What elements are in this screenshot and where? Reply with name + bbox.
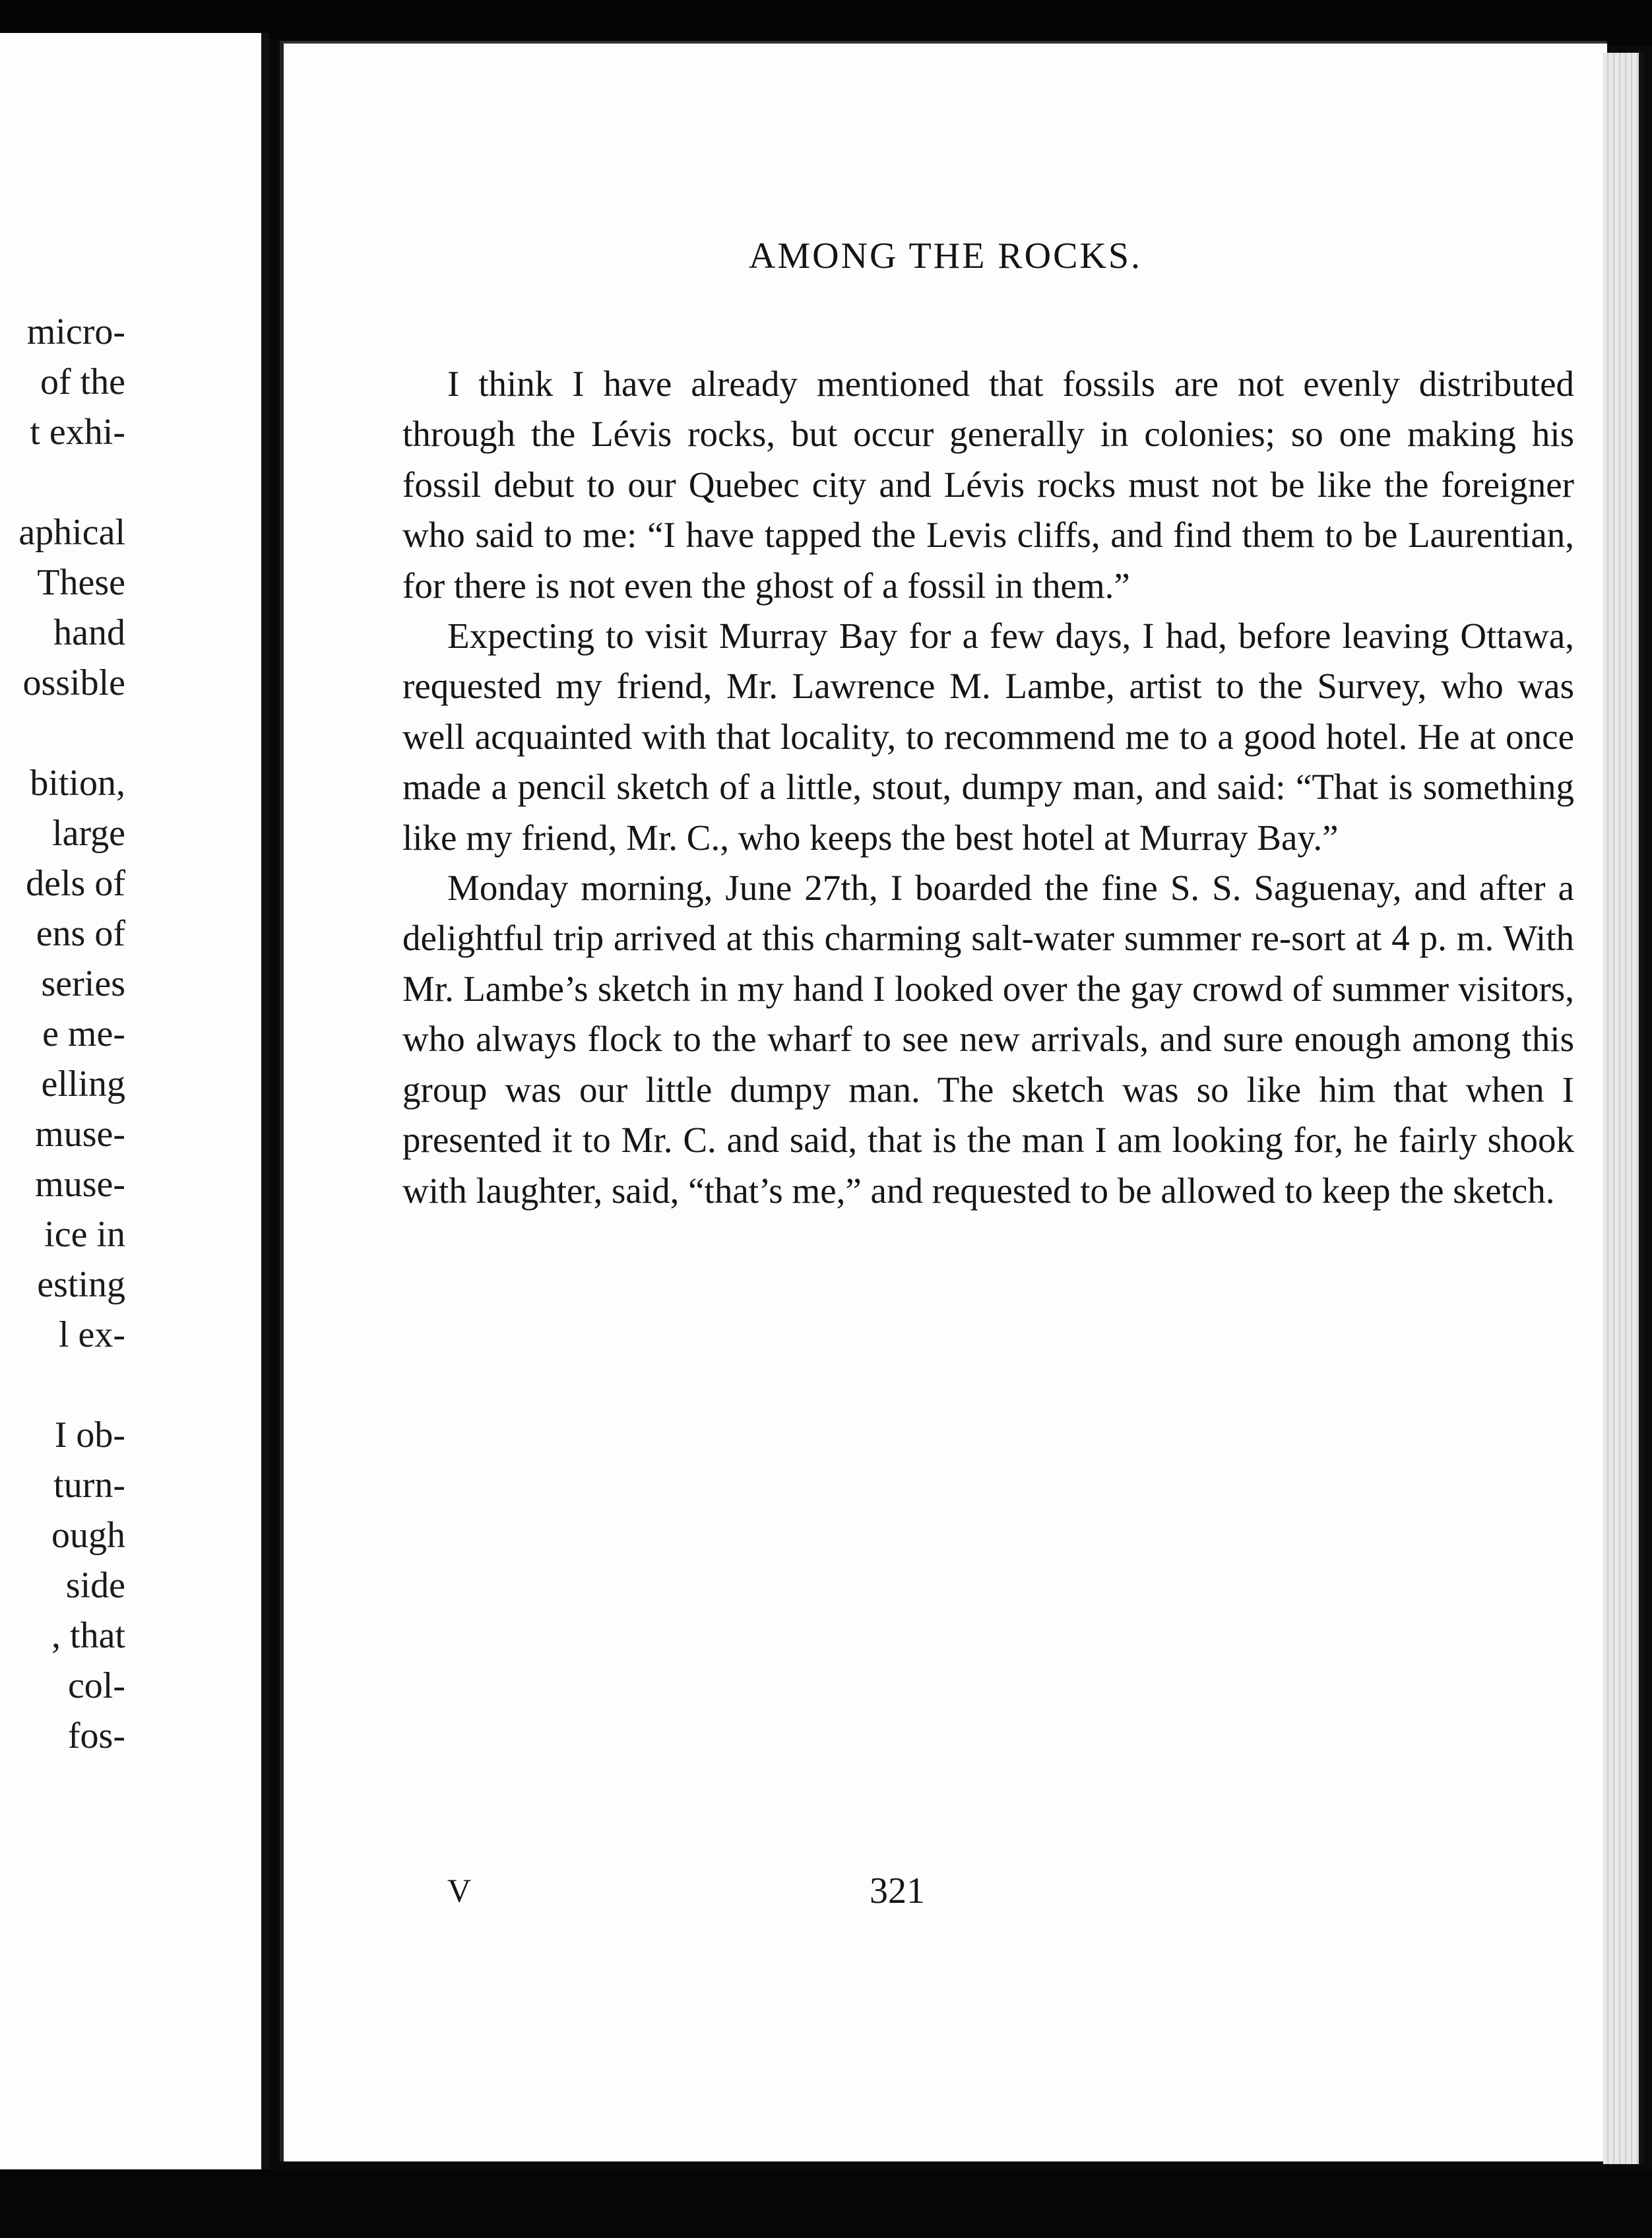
previous-page-line: bition, [30, 763, 125, 804]
previous-page-fragment [0, 33, 269, 2177]
signature-mark: V [447, 1872, 472, 1909]
running-head: AMONG THE ROCKS. [748, 236, 1143, 276]
previous-page-line: hand [53, 612, 125, 653]
paragraph: I think I have already mentioned that fossils are not evenly distributed through the Lévis rocks, but occur generally in colonies; so one making his fossil debut to our Quebec city and Lévis rocks must not be like the foreigner who said to me: “I have tapped the Levis cliffs, and find them to be Laurentian, for there is not even the ghost of a fossil in them.” [402, 364, 1574, 606]
page-number: 321 [870, 1870, 925, 1911]
previous-page-line: large [52, 813, 125, 854]
previous-page-line: muse- [35, 1114, 125, 1155]
scan-bottom-edge [0, 2169, 1652, 2238]
previous-page-line: series [41, 963, 125, 1004]
body-text [402, 359, 1574, 1216]
previous-page-line: I ob- [54, 1415, 125, 1455]
previous-page-line: of the [40, 362, 125, 402]
previous-page-line: l ex- [58, 1314, 125, 1355]
previous-page-text [0, 307, 125, 1761]
previous-page-line: These [37, 562, 125, 603]
paragraph: Expecting to visit Murray Bay for a few days, I had, before leaving Ottawa, requested my friend, Mr. Lawrence M. Lambe, artist to the Survey, who was well acquainted with that locality, to recommend me to a good hotel. He at once made a pencil sketch of a little, stout, dumpy man, and said: “That is something like my friend, Mr. C., who keeps the best hotel at Murray Bay.” [402, 616, 1574, 858]
paragraph: Monday morning, June 27th, I boarded the fine S. S. Saguenay, and after a delightful trip arrived at this charming salt-water summer re-sort at 4 p. m. With Mr. Lambe’s sketch in my hand I looked over the gay crowd of summer visitors, who always flock to the wharf to see new arrivals, and sure enough among this group was our little dumpy man. The sketch was so like him that when I presented it to Mr. C. and said, that is the man I am looking for, he fairly shook with laughter, said, “that’s me,” and requested to be allowed to keep the sketch. [402, 868, 1574, 1211]
previous-page-line: fos- [67, 1715, 125, 1756]
previous-page-line [0, 708, 125, 758]
previous-page-line: ossible [22, 662, 125, 703]
previous-page-line: aphical [18, 512, 125, 553]
previous-page-line: t exhi- [30, 412, 125, 453]
previous-page-line: ens of [36, 913, 125, 954]
previous-page-line: col- [67, 1665, 125, 1706]
previous-page-line: , that [51, 1615, 125, 1656]
page-stack-edge [1603, 53, 1644, 2164]
previous-page-line: e me- [42, 1013, 125, 1054]
previous-page-line: micro- [26, 311, 125, 352]
previous-page-line: side [65, 1565, 125, 1606]
book-page [280, 41, 1607, 2161]
previous-page-line: muse- [35, 1164, 125, 1205]
previous-page-line: elling [41, 1064, 125, 1104]
previous-page-line: turn- [53, 1465, 125, 1506]
previous-page-line: dels of [26, 863, 125, 904]
previous-page-line: ice in [44, 1214, 125, 1255]
previous-page-line: esting [37, 1264, 125, 1305]
previous-page-line [0, 1360, 125, 1410]
previous-page-line [0, 457, 125, 507]
previous-page-line: ough [51, 1515, 125, 1556]
